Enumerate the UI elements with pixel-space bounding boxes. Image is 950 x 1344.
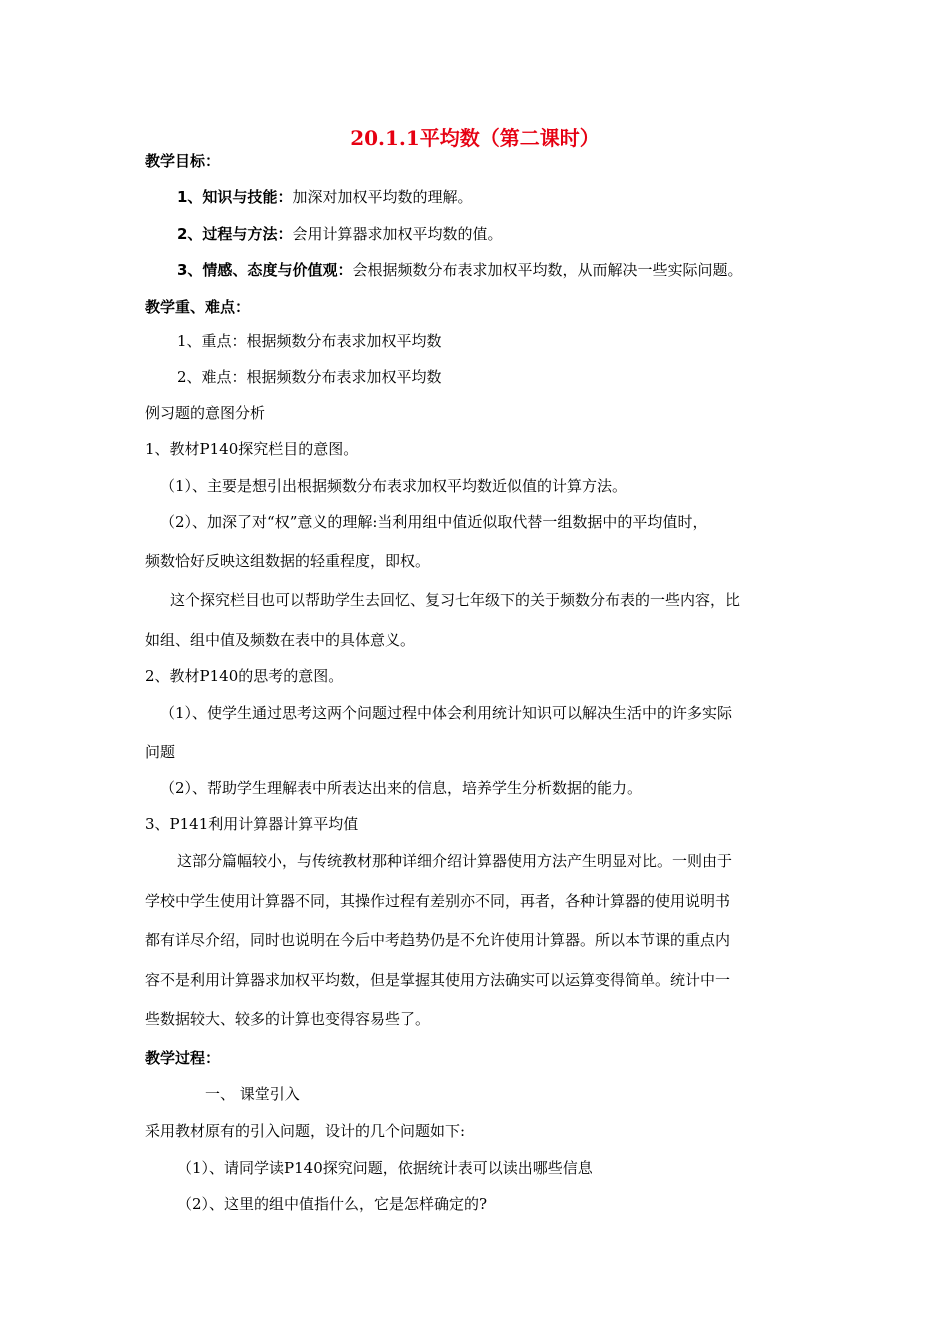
process-step-1: 一、 课堂引入	[205, 1085, 300, 1103]
objective-2-label: 2、过程与方法：	[177, 225, 293, 243]
objective-1	[177, 186, 472, 208]
process-heading: 教学过程：	[145, 1049, 221, 1067]
objective-2-text: 会用计算器求加权平均数的值。	[292, 225, 503, 243]
objective-3	[177, 259, 742, 281]
process-question-2: （2）、这里的组中值指什么，它是怎样确定的?	[177, 1195, 488, 1213]
objective-3-label: 3、情感、态度与价值观：	[177, 261, 353, 279]
analysis-item-1-1: （1）、主要是想引出根据频数分布表求加权平均数近似值的计算方法。	[160, 477, 628, 495]
objectives-heading: 教学目标：	[145, 152, 221, 170]
analysis-item-1-3a: 这个探究栏目也可以帮助学生去回忆、复习七年级下的关于频数分布表的一些内容，比	[170, 591, 741, 609]
document-title: 20.1.1平均数（第二课时）	[350, 126, 600, 150]
analysis-item-3-para-4: 容不是利用计算器求加权平均数，但是掌握其使用方法确实可以运算变得简单。统计中一	[145, 971, 731, 989]
analysis-item-3: 3、P141利用计算器计算平均值	[145, 815, 359, 833]
analysis-heading: 例习题的意图分析	[145, 404, 266, 422]
objective-3-text: 会根据频数分布表求加权平均数，从而解决一些实际问题。	[352, 261, 743, 279]
objective-2	[177, 223, 502, 245]
analysis-item-3-para-1: 这部分篇幅较小，与传统教材那种详细介绍计算器使用方法产生明显对比。一则由于	[177, 852, 733, 870]
process-question-1: （1）、请同学读P140探究问题，依据统计表可以读出哪些信息	[177, 1159, 593, 1177]
analysis-item-1-2a: （2）、加深了对“权”意义的理解:当利用组中值近似取代替一组数据中的平均值时，	[160, 513, 708, 531]
analysis-item-1: 1、教材P140探究栏目的意图。	[145, 440, 359, 458]
key-point-2: 2、难点：根据频数分布表求加权平均数	[177, 368, 442, 386]
key-points-heading: 教学重、难点：	[145, 298, 251, 316]
objective-1-label: 1、知识与技能：	[177, 188, 293, 206]
analysis-item-2-1b: 问题	[145, 743, 176, 761]
analysis-item-2-2: （2）、帮助学生理解表中所表达出来的信息，培养学生分析数据的能力。	[160, 779, 643, 797]
analysis-item-1-2b: 频数恰好反映这组数据的轻重程度，即权。	[145, 552, 431, 570]
analysis-item-3-para-5: 些数据较大、较多的计算也变得容易些了。	[145, 1010, 431, 1028]
key-point-1: 1、重点：根据频数分布表求加权平均数	[177, 332, 442, 350]
analysis-item-2: 2、教材P140的思考的意图。	[145, 667, 344, 685]
analysis-item-3-para-3: 都有详尽介绍，同时也说明在今后中考趋势仍是不允许使用计算器。所以本节课的重点内	[145, 931, 731, 949]
process-intro: 采用教材原有的引入问题，设计的几个问题如下:	[145, 1122, 466, 1140]
analysis-item-3-para-2: 学校中学生使用计算器不同，其操作过程有差别亦不同，再者，各种计算器的使用说明书	[145, 892, 731, 910]
analysis-item-1-3b: 如组、组中值及频数在表中的具体意义。	[145, 631, 416, 649]
objective-1-text: 加深对加权平均数的理解。	[292, 188, 473, 206]
analysis-item-2-1a: （1）、使学生通过思考这两个问题过程中体会利用统计知识可以解决生活中的许多实际	[160, 704, 733, 722]
